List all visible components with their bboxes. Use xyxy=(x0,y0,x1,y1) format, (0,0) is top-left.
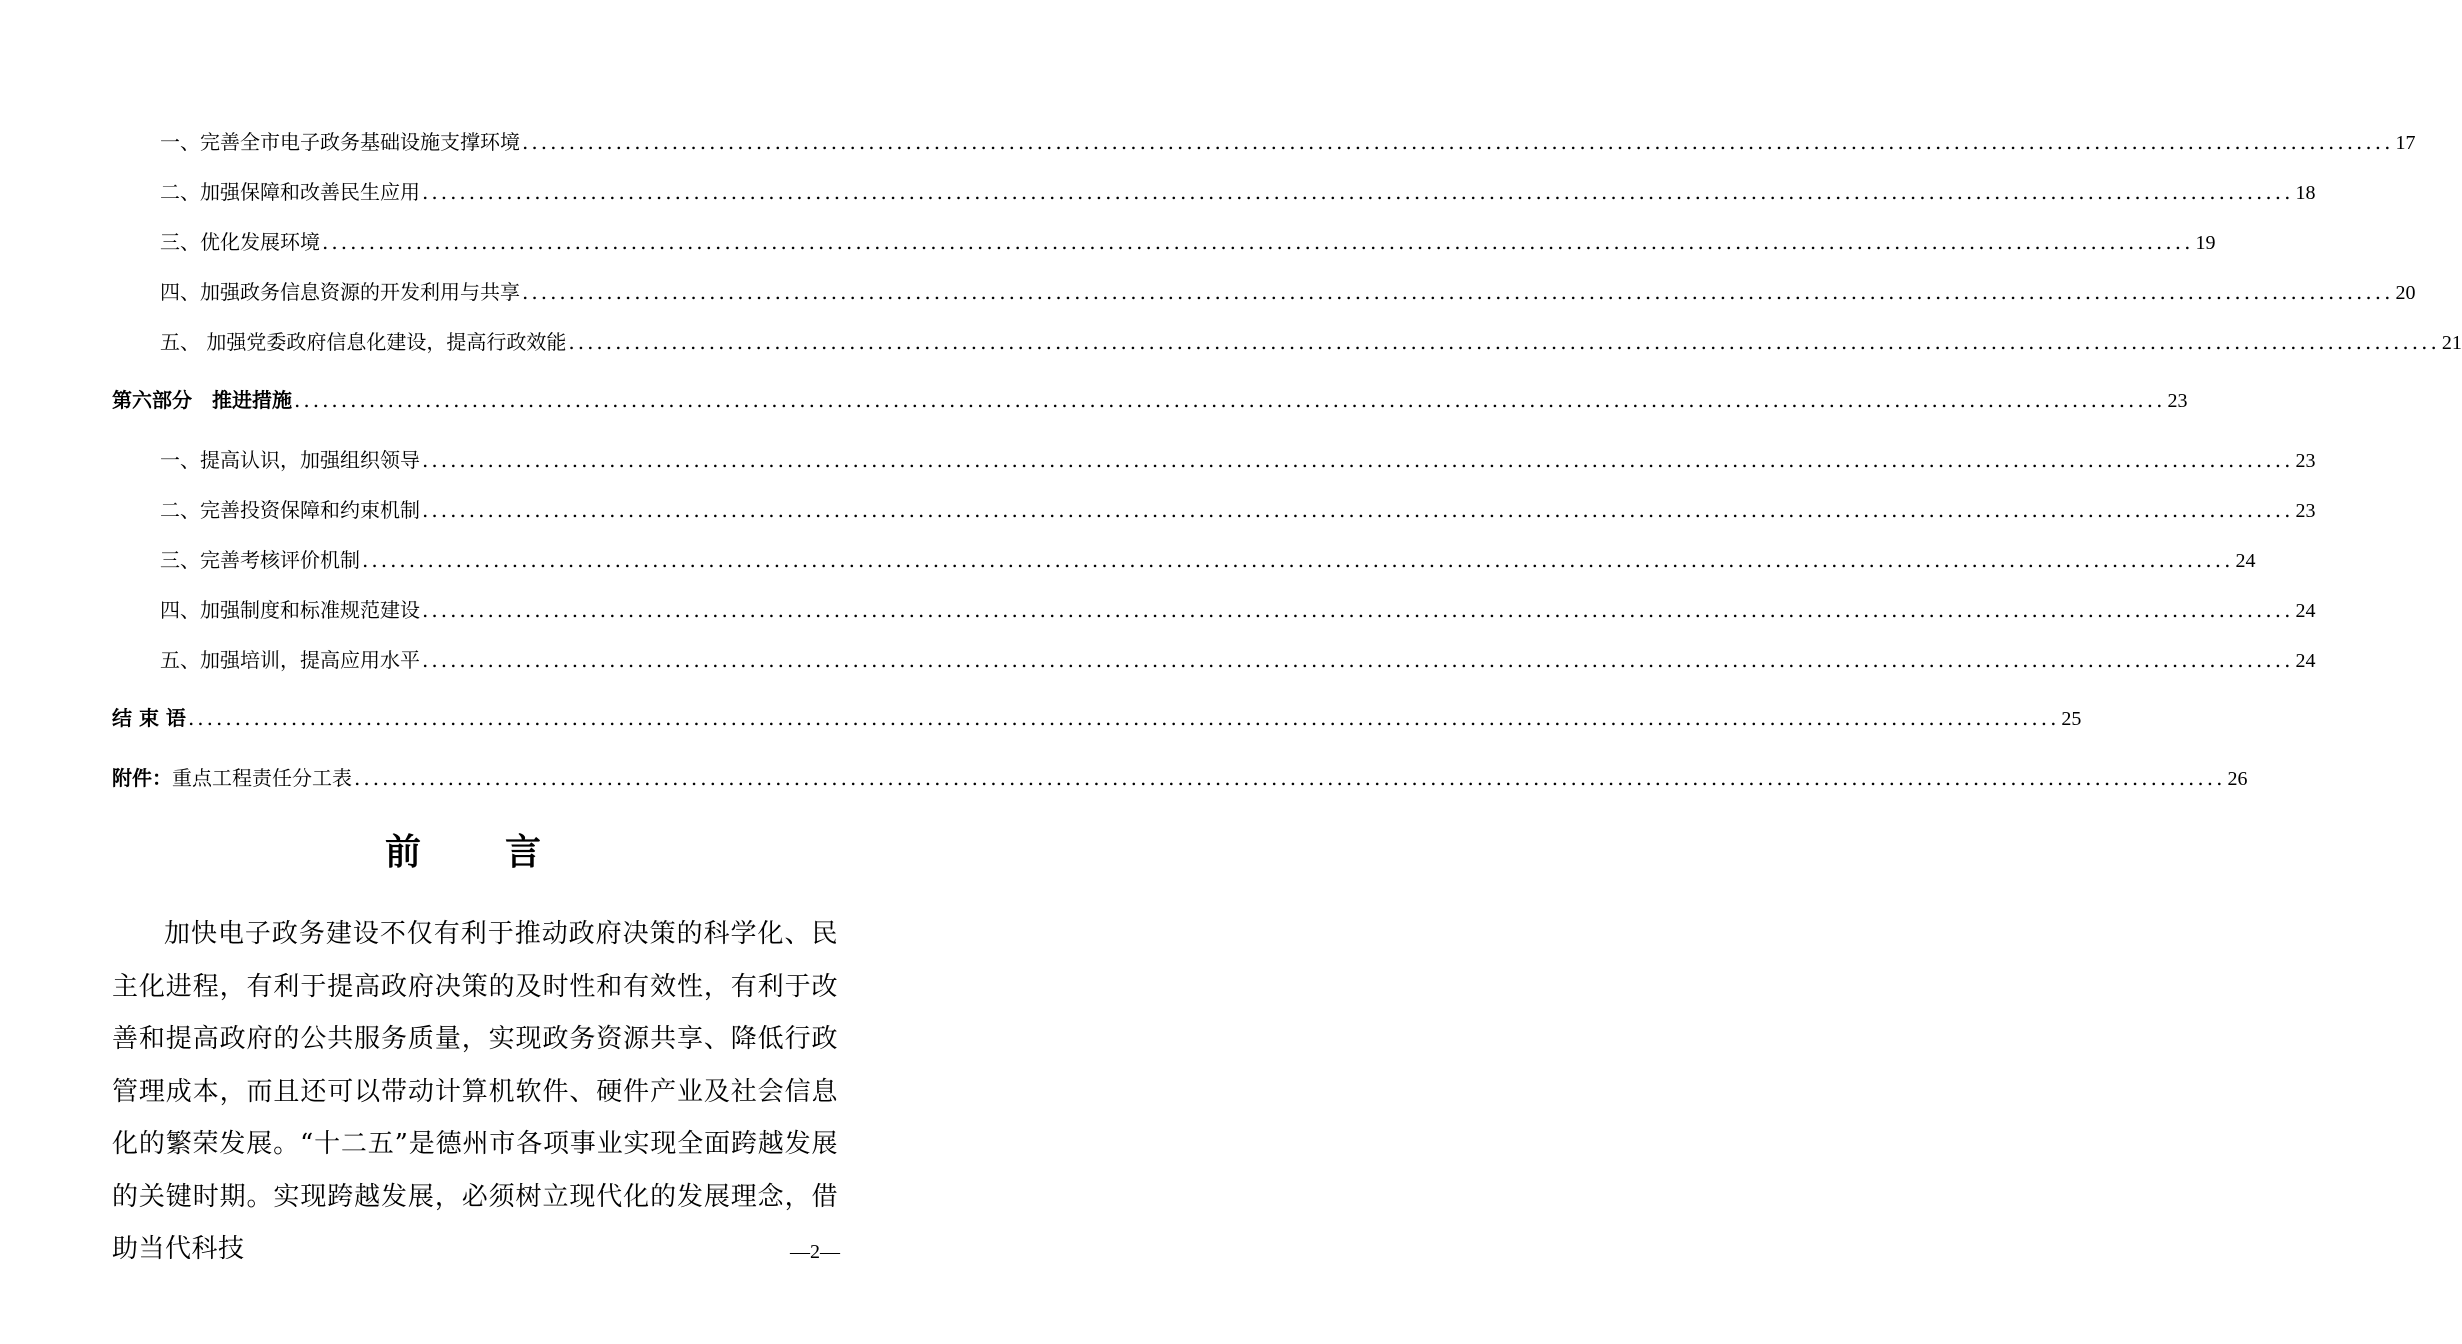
toc-part-entry[interactable] xyxy=(112,703,2082,733)
toc-entry[interactable] xyxy=(160,645,2316,675)
page-number: —2— xyxy=(790,1241,840,1263)
toc-leader-dots: ........................................................................................................................................................................................................ xyxy=(187,706,2060,730)
toc-leader-dots: ........................................................................................................................................................................................................ xyxy=(522,280,2394,304)
toc-entry-page: 25 xyxy=(2061,708,2082,730)
toc-leader-dots: ........................................................................................................................................................................................................ xyxy=(522,130,2394,154)
toc-leader-dots: ........................................................................................................................................................................................................ xyxy=(568,330,2440,354)
toc-part-entry[interactable] xyxy=(112,763,2248,793)
toc-entry-page: 21 xyxy=(2441,332,2462,354)
toc-leader-dots: ........................................................................................................................................................................................................ xyxy=(322,230,2194,254)
toc-part-entry[interactable] xyxy=(112,385,2188,415)
toc-entry-page: 24 xyxy=(2235,550,2256,572)
toc-entry-label: 五、加强培训，提高应用水平 xyxy=(160,648,420,672)
toc-entry-page: 24 xyxy=(2295,650,2316,672)
toc-entry[interactable] xyxy=(160,445,2316,475)
toc-leader-dots: ........................................................................................................................................................................................................ xyxy=(422,448,2294,472)
toc-entry-label: 二、加强保障和改善民生应用 xyxy=(160,180,420,204)
toc-entry[interactable] xyxy=(160,277,2416,307)
toc-part-label: 结 束 语 xyxy=(112,706,186,730)
toc-part-label: 第六部分 推进措施 xyxy=(112,388,292,412)
toc-entry[interactable] xyxy=(160,495,2316,525)
toc-entry-page: 23 xyxy=(2295,500,2316,522)
toc-leader-dots: ........................................................................................................................................................................................................ xyxy=(422,598,2294,622)
toc-entry-page: 18 xyxy=(2295,182,2316,204)
toc-entry[interactable] xyxy=(160,127,2416,157)
toc-leader-dots: ........................................................................................................................................................................................................ xyxy=(422,648,2294,672)
toc-entry-page: 23 xyxy=(2295,450,2316,472)
toc-entry-label: 二、完善投资保障和约束机制 xyxy=(160,498,420,522)
toc-entry-label: 四、加强政务信息资源的开发利用与共享 xyxy=(160,280,520,304)
toc-entry[interactable] xyxy=(160,177,2316,207)
toc-entry-label: 一、完善全市电子政务基础设施支撑环境 xyxy=(160,130,520,154)
toc-entry-page: 20 xyxy=(2395,282,2416,304)
toc-part-prefix: 附件： xyxy=(112,766,172,790)
toc-leader-dots: ........................................................................................................................................................................................................ xyxy=(294,388,2166,412)
toc-entry-page: 17 xyxy=(2395,132,2416,154)
toc-entry-page: 24 xyxy=(2295,600,2316,622)
toc-entry[interactable] xyxy=(160,595,2316,625)
toc-entry[interactable] xyxy=(160,545,2256,575)
toc-entry-label: 五、 加强党委政府信息化建设，提高行政效能 xyxy=(160,330,567,354)
toc-entry-page: 26 xyxy=(2227,768,2248,790)
section-heading: 前 言 xyxy=(384,831,565,873)
toc-entry[interactable] xyxy=(160,327,2462,357)
toc-entry-label: 三、优化发展环境 xyxy=(160,230,320,254)
toc-leader-dots: ........................................................................................................................................................................................................ xyxy=(422,180,2294,204)
toc-entry-page: 19 xyxy=(2195,232,2216,254)
toc-part-title: 重点工程责任分工表 xyxy=(172,766,352,790)
toc-leader-dots: ........................................................................................................................................................................................................ xyxy=(362,548,2234,572)
toc-entry-label: 一、提高认识，加强组织领导 xyxy=(160,448,420,472)
toc-leader-dots: ........................................................................................................................................................................................................ xyxy=(354,766,2226,790)
toc-entry[interactable] xyxy=(160,227,2216,257)
toc-part-label xyxy=(112,763,352,793)
toc-entry-label: 三、完善考核评价机制 xyxy=(160,548,360,572)
toc-entry-label: 四、加强制度和标准规范建设 xyxy=(160,598,420,622)
toc-entry-page: 23 xyxy=(2167,390,2188,412)
body-paragraph: 加快电子政务建设不仅有利于推动政府决策的科学化、民主化进程，有利于提高政府决策的及时性和有效性，有利于改善和提高政府的公共服务质量，实现政务资源共享、降低行政管理成本，而且还可以带动计算机软件、硬件产业及社会信息化的繁荣发展。“十二五”是德州市各项事业实现全面跨越发展的关键时期。实现跨越发展，必须树立现代化的发展理念，借助当代科技 xyxy=(112,919,838,1264)
toc-leader-dots: ........................................................................................................................................................................................................ xyxy=(422,498,2294,522)
